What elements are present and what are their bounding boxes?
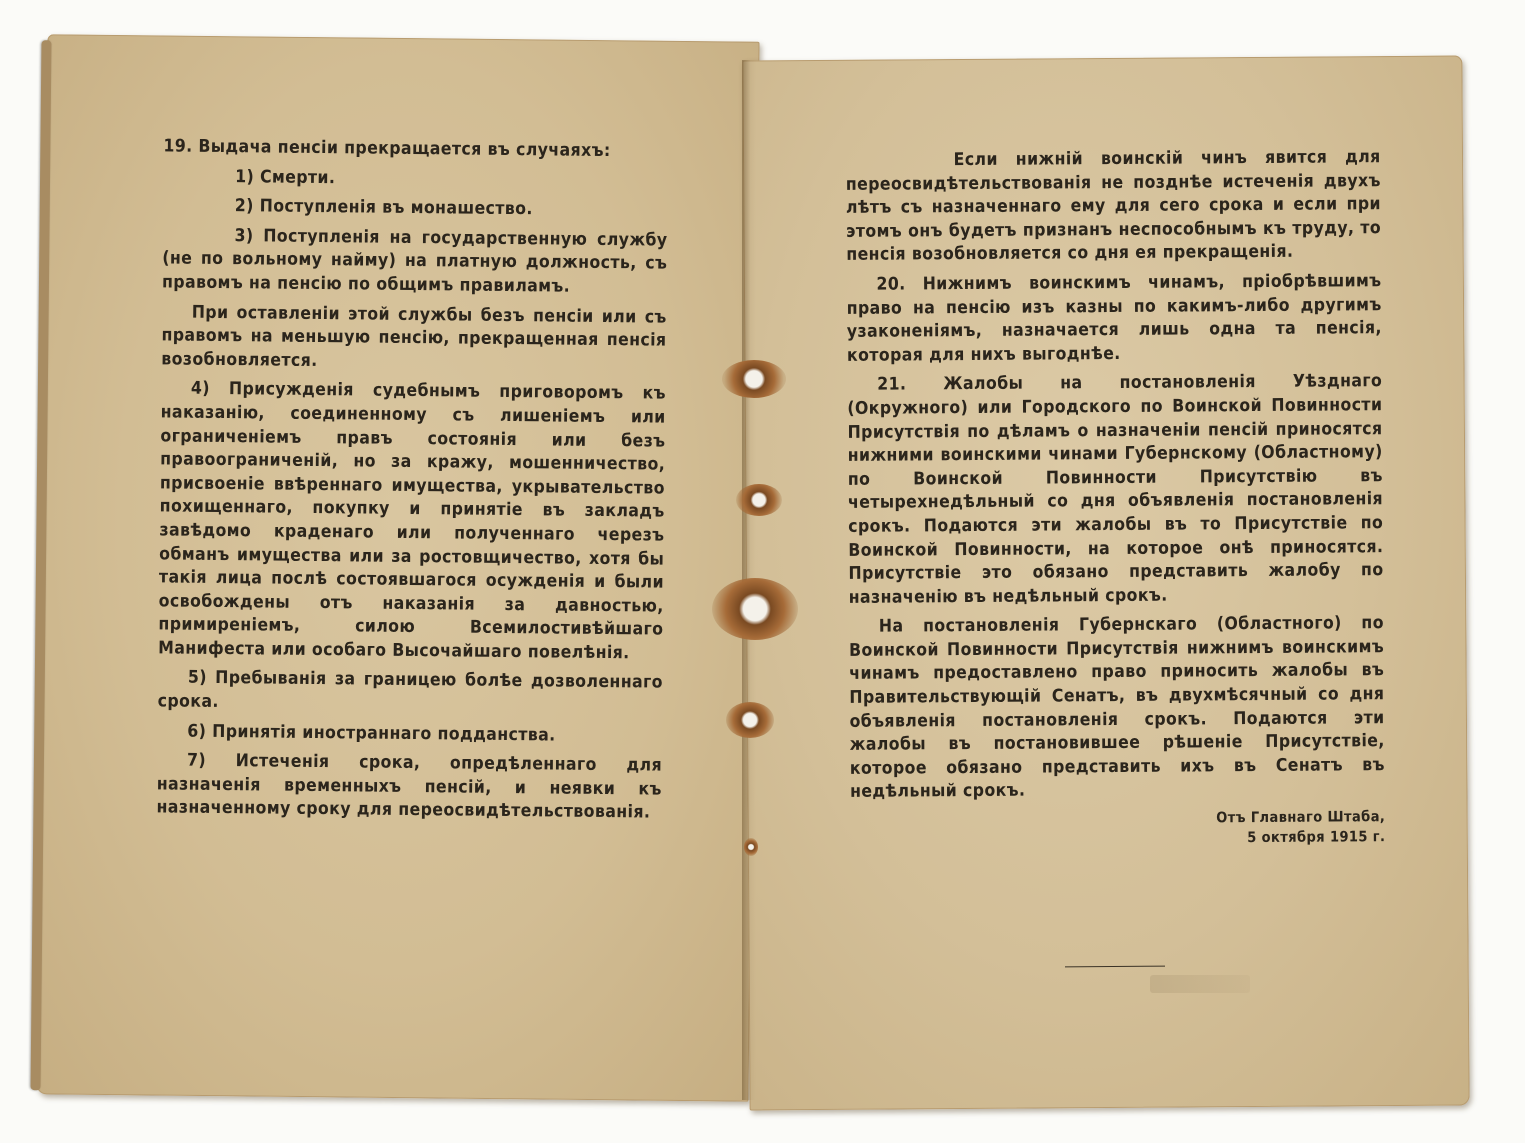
- signature-issuer: Отъ Главнаго Штаба,: [1216, 809, 1386, 827]
- clause-5: 5) Пребыванія за границею болѣе дозволеннаго срока.: [157, 668, 663, 713]
- left-page-text: [156, 135, 668, 825]
- paragraph-21-appeal: На постановленія Губернскаго (Областного) по Воинской Повинности Присутствія нижнимъ воинскимъ чинамъ предоставлено право приносить жалобы въ Правительствующій Сенатъ, въ двухмѣсячный со дня объявленія постановленія срокъ. Подаются эти жалобы въ постановившее рѣшеніе Присутствіе, которое обязано представить ихъ въ Сенатъ въ недѣльный срокъ.: [848, 613, 1385, 803]
- clause-4: 4) Присужденія судебнымъ приговоромъ къ наказанію, соединенному съ лишеніемъ или ограниченіемъ правъ состоянія или безъ правоограниченій, но за кражу, мошенничество, присвоеніе ввѣреннаго имущества, укрывательство похищеннаго, покупку и принятіе въ закладъ завѣдомо краденаго или полученнаго черезъ обманъ имущества или за ростовщичество, хотя бы такія лица послѣ состоявшагося осужденія и были освобождены отъ наказанія за давностью, примиреніемъ, силою Всемилостивѣйшаго Манифеста или особаго Высочайшаго повелѣнія.: [158, 379, 667, 664]
- signature-date: 5 октября 1915 г.: [1247, 829, 1386, 847]
- staple-hole-icon: [736, 484, 782, 516]
- staple-hole-icon: [726, 702, 774, 738]
- staple-hole-icon: [744, 838, 758, 856]
- clause-3-note: При оставленіи этой службы безъ пенсіи или съ правомъ на меньшую пенсію, прекращенная пенсія возобновляется.: [161, 302, 667, 371]
- paragraph-20: 20. Нижнимъ воинскимъ чинамъ, пріобрѣвшимъ право на пенсію изъ казны по какимъ-либо другимъ узаконеніямъ, назначается лишь одна та пенсія, которая для нихъ выгоднѣе.: [846, 271, 1382, 366]
- clause-2: 2) Поступленія въ монашество.: [234, 196, 533, 220]
- paragraph-19-heading: 19. Выдача пенсіи прекращается въ случаяхъ:: [163, 136, 611, 162]
- staple-hole-icon: [712, 578, 798, 640]
- clause-6: 6) Принятія иностраннаго подданства.: [187, 721, 556, 746]
- clause-3: 3) Поступленія на государственную службу (не по вольному найму) на платную должность, съ правомъ на пенсію по общимъ правиламъ.: [161, 225, 668, 297]
- clause-7: 7) Истеченія срока, опредѣленнаго для назначенія временныхъ пенсій, и неявки къ назначенному сроку для переосвидѣтельствованія.: [156, 750, 663, 823]
- clause-1: 1) Смерти.: [235, 166, 336, 188]
- right-page-text: [846, 146, 1386, 851]
- paragraph-reexamination: Если нижній воинскій чинъ явится для переосвидѣтельствованія не позднѣе истеченія двухъ лѣтъ съ назначеннаго ему для сего срока и если при этомъ онъ будетъ признанъ неспособнымъ къ труду, то пенсія возобновляется со дня ея прекращенія.: [845, 147, 1382, 266]
- staple-hole-icon: [722, 360, 786, 398]
- bleed-through-smudge: [1150, 975, 1250, 993]
- paragraph-21: 21. Жалобы на постановленія Уѣзднаго (Окружного) или Городского по Воинской Повинности Присутствія по дѣламъ о назначеніи пенсій приносятся нижними воинскими чинами Губернскому (Областному) по Воинской Повинности Присутствію въ четырехнедѣльный со дня объявленія постановленія срокъ. Подаются эти жалобы въ то Присутствіе по Воинской Повинности, на которое онѣ приносятся. Присутствіе это обязано представить жалобу по назначенію въ недѣльный срокъ.: [847, 371, 1384, 608]
